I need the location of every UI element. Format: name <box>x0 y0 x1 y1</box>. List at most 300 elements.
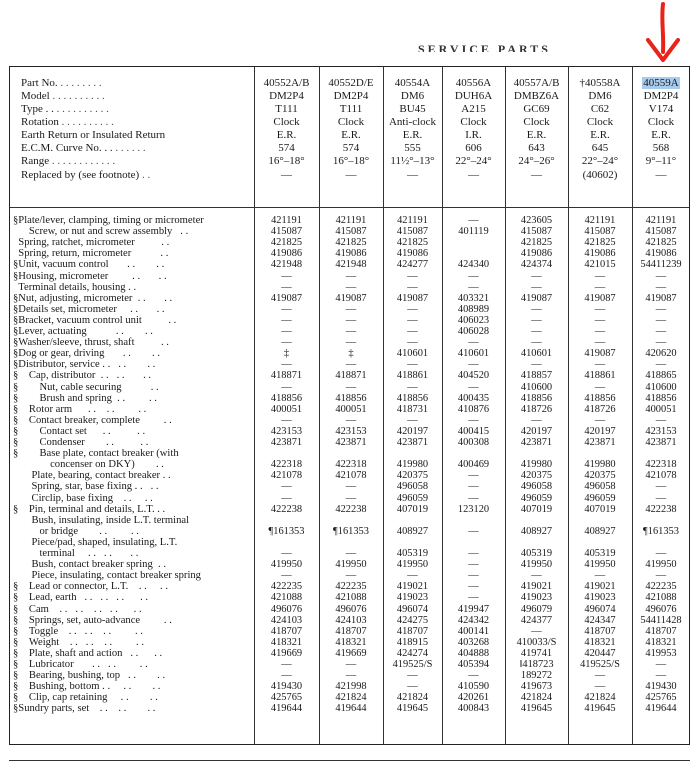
part-label: § Lead or connector, L.T. . . . . <box>13 581 169 593</box>
part-number-cell: 419950 <box>396 559 429 571</box>
part-number-cell: 421825 <box>520 237 553 249</box>
header-cell: 555 <box>404 142 421 154</box>
part-number-cell: ‡ <box>283 348 290 360</box>
part-number-cell: 415087 <box>645 226 677 238</box>
part-number-cell: ¶161353 <box>643 525 679 537</box>
part-number-cell: 419669 <box>270 647 303 659</box>
part-number-cell: 496058 <box>396 481 429 493</box>
part-number-cell: — <box>345 359 357 371</box>
part-number-cell: 419980 <box>520 459 553 471</box>
part-number-cell: 424342 <box>457 614 490 626</box>
part-number-cell: 421825 <box>396 237 429 249</box>
header-cell: T111 <box>275 103 298 115</box>
part-number-cell: — <box>281 481 292 493</box>
part-number-cell: 424103 <box>335 614 367 626</box>
part-number-cell: — <box>655 659 667 670</box>
part-label: § Cam . . . . . . . . . . <box>13 603 142 615</box>
part-number-cell: 419645 <box>396 703 429 715</box>
header-cell: E.R. <box>341 129 361 141</box>
part-number-cell: — <box>468 359 479 371</box>
part-number-cell: 419086 <box>270 248 303 260</box>
leader-dots: . . . . . . . . . . . . <box>49 155 116 167</box>
part-number-cell: 419087 <box>520 292 553 304</box>
part-number-cell: 422235 <box>645 581 677 593</box>
part-number-cell: — <box>468 525 479 537</box>
header-cell: — <box>345 169 357 181</box>
part-number-cell: 419087 <box>584 348 616 360</box>
part-number-cell: 419644 <box>270 703 303 715</box>
header-cell: DM6 <box>400 90 425 102</box>
header-cell: — <box>531 169 542 181</box>
header-cell: DM2P4 <box>643 90 679 102</box>
part-number-cell: 400308 <box>457 437 490 448</box>
part-number-cell: 422318 <box>645 459 677 471</box>
header-cell: GC69 <box>523 103 550 115</box>
part-number-cell: 421825 <box>584 237 616 249</box>
part-number-cell: 424377 <box>520 614 553 626</box>
part-number-cell: 422235 <box>335 581 367 593</box>
part-number-cell: 496058 <box>520 481 553 493</box>
part-number-cell: — <box>468 592 479 604</box>
part-number-cell: 422235 <box>270 581 303 593</box>
part-label: §Unit, vacuum control . . . . <box>13 259 165 271</box>
header-cell: E.R. <box>526 129 547 141</box>
part-number-cell: 419086 <box>396 248 429 260</box>
part-number-cell: 419023 <box>584 592 616 604</box>
header-cell: 16°–18° <box>268 155 305 167</box>
part-number-cell: 418856 <box>584 392 616 404</box>
part-number-cell: 400051 <box>645 403 677 415</box>
part-label: § Lead, earth . . . . . . . . <box>13 592 149 604</box>
part-number-cell: 419087 <box>584 292 616 304</box>
part-number-cell: — <box>407 359 418 371</box>
part-label: § Rotor arm . . . . . . <box>13 403 147 415</box>
part-number-cell: 400843 <box>457 703 490 715</box>
part-label: §Distributor, service . . . . . . <box>13 359 156 371</box>
part-number-cell: 422318 <box>270 459 303 471</box>
part-number-cell: 400415 <box>457 425 490 437</box>
part-number-cell: 424275 <box>396 614 429 626</box>
part-number-cell: — <box>594 337 606 349</box>
part-number-cell: 418726 <box>520 403 553 415</box>
part-number-cell: — <box>345 481 357 493</box>
part-label: § Bushing, bottom . . . . . . <box>13 681 161 693</box>
part-number-cell: 419645 <box>520 703 553 715</box>
part-number-cell: 418856 <box>645 392 677 404</box>
part-number-cell: 419021 <box>584 581 616 593</box>
part-number-cell: — <box>345 303 357 315</box>
part-number-cell: — <box>407 570 418 582</box>
parts-table <box>9 66 690 745</box>
part-number-cell: 405319 <box>520 548 553 559</box>
part-number-cell: 423153 <box>270 425 303 437</box>
header-label <box>21 116 114 128</box>
part-number-cell: — <box>345 337 357 349</box>
part-number-cell: — <box>281 281 292 293</box>
part-label: Spring, star, base fixing . . . . <box>13 481 159 493</box>
part-number-cell: 405319 <box>396 548 429 559</box>
header-cell: Clock <box>523 116 550 128</box>
cutoff-heading-text: SERVICE PARTS <box>418 42 551 52</box>
red-down-arrow-annotation <box>640 0 686 70</box>
part-number-cell: — <box>531 270 542 282</box>
part-label: § Condenser . . . . <box>13 437 149 448</box>
part-label: Circlip, base fixing . . . . <box>13 492 153 504</box>
part-label: Bush, contact breaker spring . . <box>13 559 166 571</box>
leader-dots: . . . . . . . . . . <box>53 103 109 115</box>
part-number-cell: 400051 <box>335 403 367 415</box>
part-number-cell: 423605 <box>520 215 553 226</box>
part-label: § Contact set . . . . <box>13 425 146 437</box>
part-number-cell: 419525/S <box>580 659 620 670</box>
part-label: Spring, ratchet, micrometer . . <box>13 237 170 249</box>
part-number-cell: 419021 <box>396 581 429 593</box>
part-number-cell: 419023 <box>520 592 553 604</box>
part-number-cell: 419644 <box>645 703 677 715</box>
part-number-cell: 419947 <box>457 603 490 615</box>
part-label: § Base plate, contact breaker (with <box>13 448 179 460</box>
header-cell: — <box>468 169 479 181</box>
part-number-cell: 404520 <box>457 370 490 382</box>
part-number-cell: 424347 <box>584 614 616 626</box>
part-number-cell: 408927 <box>396 525 429 537</box>
part-number-cell: — <box>468 215 479 226</box>
part-number-cell: 405319 <box>584 548 616 559</box>
part-number-cell: — <box>281 670 292 682</box>
header-cell: BU45 <box>399 103 426 115</box>
part-number-cell: — <box>407 381 418 393</box>
part-number-cell: — <box>407 314 418 326</box>
part-number-cell: 496076 <box>335 603 367 615</box>
part-number-cell: 419087 <box>270 292 303 304</box>
header-cell: Clock <box>337 116 365 128</box>
header-cell: Clock <box>586 116 614 128</box>
part-label: terminal . . . . . . <box>13 548 139 559</box>
part-number-cell: — <box>531 414 542 426</box>
header-label <box>21 77 102 89</box>
part-number-cell: — <box>531 281 542 293</box>
part-number-cell: — <box>655 314 667 326</box>
part-number-cell: 419950 <box>270 559 303 571</box>
part-number-cell: — <box>594 670 606 682</box>
part-label: §Lever, actuating . . . . <box>13 326 153 337</box>
part-number-cell: ‖418723 <box>519 659 554 670</box>
header-cell: 16°–18° <box>332 155 370 167</box>
header-label <box>21 90 105 102</box>
header-cell: 22°–24° <box>581 155 619 167</box>
part-number-cell: 424274 <box>396 647 429 659</box>
part-number-cell: — <box>281 548 292 559</box>
header-label <box>21 169 150 181</box>
header-cell: DMBZ6A <box>513 90 560 102</box>
part-number-cell: 419673 <box>520 681 553 693</box>
part-number-cell: 425765 <box>270 692 303 704</box>
part-number-cell: — <box>531 570 542 582</box>
part-number-cell: 418707 <box>335 625 367 637</box>
part-number-cell: — <box>281 337 292 349</box>
part-number-cell: 421825 <box>270 237 303 249</box>
part-label: §Housing, micrometer . . . . <box>13 270 167 282</box>
part-label: § Springs, set, auto-advance . . <box>13 614 172 626</box>
part-number-cell: 419950 <box>645 559 677 571</box>
header-cell: Clock <box>647 116 675 128</box>
part-number-cell: 420620 <box>645 348 677 360</box>
part-number-cell: — <box>655 414 667 426</box>
part-number-cell: 420375 <box>396 470 429 482</box>
part-number-cell: — <box>655 359 667 371</box>
part-number-cell: 419980 <box>396 459 429 471</box>
header-label-text: Range <box>21 155 50 167</box>
header-cell: 40556A <box>455 77 492 89</box>
part-number-cell: 410601 <box>396 348 429 360</box>
part-number-cell: — <box>468 470 479 482</box>
part-number-cell: 406023 <box>457 314 490 326</box>
part-number-cell: 419430 <box>270 681 303 693</box>
part-number-cell: — <box>531 326 542 337</box>
part-number-cell: 418707 <box>396 625 429 637</box>
part-number-cell: 400141 <box>457 625 490 637</box>
header-label-text: Earth Return or Insulated Return <box>21 129 166 141</box>
part-number-cell: 123120 <box>457 503 490 515</box>
part-number-cell: 415087 <box>270 226 303 238</box>
part-number-cell: — <box>594 314 606 326</box>
header-label-text: Part No. <box>21 77 58 89</box>
part-number-cell: 423871 <box>584 437 616 448</box>
part-number-cell: 418856 <box>520 392 553 404</box>
header-cell: Anti-clock <box>388 116 437 128</box>
header-cell: 11½°–13° <box>390 155 435 167</box>
part-number-cell: 418321 <box>584 636 616 648</box>
part-number-cell: — <box>531 314 542 326</box>
part-number-cell: 423871 <box>335 437 367 448</box>
part-number-cell: — <box>281 414 292 426</box>
part-number-cell: 420375 <box>584 470 616 482</box>
header-cell: DM6 <box>588 90 612 102</box>
part-number-cell: — <box>345 414 357 426</box>
part-number-cell: — <box>281 314 292 326</box>
part-number-cell: — <box>281 303 292 315</box>
part-number-cell: — <box>531 625 542 637</box>
part-number-cell: — <box>655 670 667 682</box>
part-number-cell: — <box>594 270 606 282</box>
part-number-cell: 419950 <box>520 559 553 571</box>
part-number-cell: 496079 <box>520 603 553 615</box>
part-number-cell: 424374 <box>520 259 553 271</box>
header-cell: 606 <box>465 142 482 154</box>
part-number-cell: 418861 <box>396 370 429 382</box>
part-number-cell: 421191 <box>335 215 367 226</box>
header-cell: 24°–26° <box>518 155 555 167</box>
part-number-cell: — <box>468 581 479 593</box>
leader-dots: . . . . . . . . . . <box>58 116 114 128</box>
part-number-cell: 418856 <box>335 392 367 404</box>
part-number-cell: 420197 <box>396 425 429 437</box>
part-number-cell: 423871 <box>270 437 303 448</box>
part-number-cell: 403268 <box>457 636 490 648</box>
part-number-cell: 419430 <box>645 681 677 693</box>
part-number-cell: 421191 <box>645 215 677 226</box>
part-number-cell: 419086 <box>584 248 616 260</box>
part-number-cell: — <box>594 281 606 293</box>
part-number-cell: 403321 <box>457 292 490 304</box>
part-number-cell: — <box>468 570 479 582</box>
part-number-cell: — <box>281 326 292 337</box>
part-number-cell: 496074 <box>584 603 616 615</box>
part-number-cell: — <box>407 281 418 293</box>
part-label: § Clip, cap retaining . . . . <box>13 692 158 704</box>
part-number-cell: 419644 <box>335 703 367 715</box>
part-number-cell: 419023 <box>396 592 429 604</box>
part-label: § Plate, shaft and action . . . . <box>13 647 163 659</box>
header-cell: E.R. <box>651 129 671 141</box>
part-number-cell: 419950 <box>584 559 616 571</box>
part-number-cell: — <box>345 570 357 582</box>
bottom-rule <box>9 760 690 761</box>
part-number-cell: 421998 <box>335 681 367 693</box>
part-number-cell: — <box>594 326 606 337</box>
part-number-cell: 496076 <box>270 603 303 615</box>
part-number-cell: 419086 <box>645 248 677 260</box>
part-number-cell: 421078 <box>645 470 677 482</box>
part-number-cell: 496058 <box>584 481 616 493</box>
part-number-cell: 421948 <box>335 259 367 271</box>
header-cell: — <box>407 169 418 181</box>
part-number-cell: 419021 <box>520 581 553 593</box>
part-number-cell: — <box>468 481 479 493</box>
highlighted-part-number: 40559A <box>643 77 679 89</box>
part-number-cell: 418865 <box>645 370 677 382</box>
part-number-cell: 415087 <box>335 226 367 238</box>
part-number-cell: 407019 <box>520 503 553 515</box>
part-number-cell: 419086 <box>335 248 367 260</box>
part-number-cell: 424340 <box>457 259 490 271</box>
part-number-cell: 415087 <box>396 226 429 238</box>
header-label <box>21 155 115 167</box>
part-number-cell: 189272 <box>520 670 553 682</box>
header-cell: 22°–24° <box>455 155 492 167</box>
part-number-cell: ¶161353 <box>333 525 369 537</box>
part-number-cell: — <box>407 681 418 693</box>
part-number-cell: 421088 <box>270 592 303 604</box>
part-number-cell: — <box>281 359 292 371</box>
part-label: § Weight . . . . . . . . <box>13 636 144 648</box>
part-number-cell: — <box>468 492 479 504</box>
part-number-cell: 420197 <box>520 425 553 437</box>
part-number-cell: 421824 <box>584 692 616 704</box>
part-number-cell: 418731 <box>396 403 429 415</box>
part-number-cell: 420375 <box>520 470 553 482</box>
part-number-cell: 419953 <box>645 647 677 659</box>
part-number-cell: — <box>655 270 667 282</box>
part-number-cell: — <box>345 670 357 682</box>
part-number-cell: ‡ <box>348 348 354 360</box>
part-label: Spring, return, micrometer . . <box>13 248 169 260</box>
part-number-cell: — <box>468 414 479 426</box>
part-label: Piece/pad, shaped, insulating, L.T. <box>13 536 178 548</box>
part-label: Piece, insulating, contact breaker spring <box>13 570 201 582</box>
part-number-cell: — <box>281 492 292 504</box>
part-number-cell: 422238 <box>335 503 367 515</box>
part-number-cell: — <box>468 281 479 293</box>
header-cell: Clock <box>273 116 300 128</box>
cutoff-heading <box>418 40 578 52</box>
part-number-cell: 400435 <box>457 392 490 404</box>
header-cell: 9°–11° <box>645 155 677 167</box>
part-number-cell: 421948 <box>270 259 303 271</box>
part-label: § Nut, cable securing . . <box>13 381 159 393</box>
part-label: § Pin, terminal and details, L.T. . . <box>13 503 166 515</box>
part-number-cell: — <box>345 281 357 293</box>
part-number-cell: 423153 <box>335 425 367 437</box>
part-number-cell: 423871 <box>396 437 429 448</box>
part-number-cell: 421824 <box>520 692 553 704</box>
part-number-cell: — <box>655 492 667 504</box>
header-cell: 645 <box>591 142 609 154</box>
header-separator <box>10 207 689 208</box>
header-cell: 40557A/B <box>513 77 560 89</box>
part-number-cell: 419087 <box>396 292 429 304</box>
header-cell: 40552A/B <box>263 77 310 89</box>
header-cell: DM2P4 <box>269 90 304 102</box>
part-number-cell: 407019 <box>396 503 429 515</box>
part-number-cell: — <box>655 281 667 293</box>
header-cell: 40552D/E <box>328 77 374 89</box>
part-number-cell: — <box>281 270 292 282</box>
header-cell: E.R. <box>590 129 610 141</box>
part-number-cell: 410600 <box>520 381 553 393</box>
part-label: §Dog or gear, driving . . . . <box>13 348 160 360</box>
part-number-cell: — <box>345 270 357 282</box>
part-label: concenser on DKY) . . <box>13 459 164 471</box>
header-label <box>21 103 109 115</box>
part-number-cell: 421078 <box>335 470 367 482</box>
part-number-cell: 422318 <box>335 459 367 471</box>
part-number-cell: 418871 <box>335 370 367 382</box>
part-number-cell: 419980 <box>584 459 616 471</box>
part-label: §Bracket, vacuum control unit . . <box>13 314 177 326</box>
part-number-cell: — <box>345 659 357 670</box>
part-number-cell: — <box>281 659 292 670</box>
part-number-cell: 405394 <box>457 659 490 670</box>
part-number-cell: 421824 <box>396 692 429 704</box>
leader-dots: . . . . . . . . . . <box>49 90 105 102</box>
part-number-cell: ¶161353 <box>268 525 305 537</box>
part-number-cell: 420447 <box>584 647 616 659</box>
part-number-cell: 421088 <box>335 592 367 604</box>
part-number-cell: — <box>594 681 606 693</box>
part-number-cell: — <box>531 303 542 315</box>
part-label: §Nut, adjusting, micrometer . . . . <box>13 292 173 304</box>
part-number-cell: 410601 <box>457 348 490 360</box>
part-number-cell: 400469 <box>457 459 490 471</box>
part-number-cell: 418915 <box>396 636 429 648</box>
header-cell: 574 <box>278 142 295 154</box>
part-number-cell: 418871 <box>270 370 303 382</box>
header-cell: — <box>281 169 292 181</box>
part-number-cell: 423871 <box>645 437 677 448</box>
part-number-cell: — <box>345 314 357 326</box>
header-cell: I.R. <box>465 129 482 141</box>
part-number-cell: 421078 <box>270 470 303 482</box>
part-number-cell: — <box>594 359 606 371</box>
part-number-cell: 418707 <box>584 625 616 637</box>
part-number-cell: 418321 <box>645 636 677 648</box>
part-number-cell: 419950 <box>335 559 367 571</box>
part-label: § Brush and spring . . . . <box>13 392 157 404</box>
header-cell: †40558A <box>579 77 621 89</box>
part-number-cell: 422238 <box>270 503 303 515</box>
part-number-cell: 496059 <box>584 492 616 504</box>
